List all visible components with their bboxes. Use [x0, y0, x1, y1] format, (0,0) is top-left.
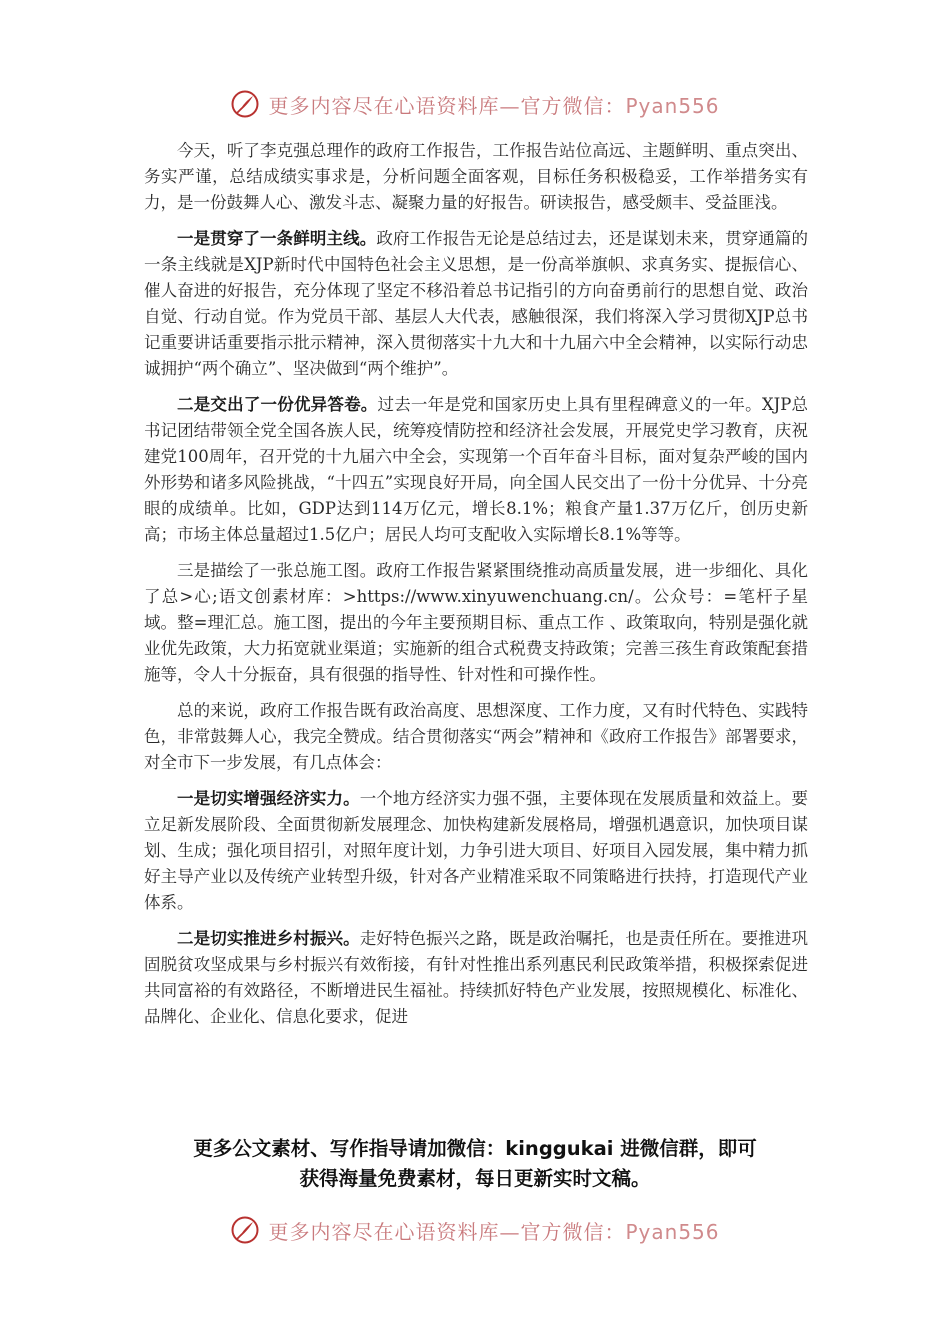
banner-text: 更多内容尽在心语资料库—官方微信：Pyan556 — [268, 1219, 720, 1244]
paragraph: 二是切实推进乡村振兴。走好特色振兴之路，既是政治嘱托，也是责任所在。要推进巩固脱贫攻坚成果与乡村振兴有效衔接，有针对性推出系列惠民利民政策举措，积极探索促进共同富裕的有效路径，不断增进民生福祉。持续抓好特色产业发展，按照规模化、标准化、品牌化、企业化、信息化要求，促进 — [144, 929, 808, 1026]
notice-line-1: 更多公文素材、写作指导请加微信：kinggukai 进微信群，即可 — [193, 1137, 757, 1160]
banner-wechat-id: Pyan556 — [625, 1219, 720, 1244]
quill-logo-icon — [230, 1215, 260, 1245]
wechat-promo-notice — [120, 1134, 830, 1194]
paragraph: 二是交出了一份优异答卷。过去一年是党和国家历史上具有里程碑意义的一年。XJP总书记团结带领全党全国各族人民，统筹疫情防控和经济社会发展，开展党史学习教育，庆祝建党100周年，召开党的十九届六中全会，实现第一个百年奋斗目标，面对复杂严峻的国内外形势和诸多风险挑战，“十四五”实现良好开局，向全国人民交出了一份十分优异、十分亮眼的成绩单。比如，GDP达到114万亿元，增长8.1%；粮食产量1.37万亿斤，创历史新高；市场主体总量超过1.5亿户；居民人均可支配收入实际增长8.1%等等。 — [144, 395, 808, 544]
document-body — [144, 138, 808, 1110]
paragraph: 一是切实增强经济实力。一个地方经济实力强不强，主要体现在发展质量和效益上。要立足新发展阶段、全面贯彻新发展理念、加快构建新发展格局，增强机遇意识，加快项目谋划、生成；强化项目招引，对照年度计划，力争引进大项目、好项目入园发展，集中精力抓好主导产业以及传统产业转型升级，针对各产业精准采取不同策略进行扶持，打造现代产业体系。 — [144, 789, 808, 912]
banner-text: 更多内容尽在心语资料库—官方微信：Pyan556 — [268, 93, 720, 118]
paragraph: 一是贯穿了一条鲜明主线。政府工作报告无论是总结过去，还是谋划未来，贯穿通篇的一条主线就是XJP新时代中国特色社会主义思想，是一份高举旗帜、求真务实、提振信心、催人奋进的好报告，充分体现了坚定不移沿着总书记指引的方向奋勇前行的思想自觉、政治自觉、行动自觉。作为党员干部、基层人大代表，感触很深，我们将深入学习贯彻XJP总书记重要讲话重要指示批示精神，深入贯彻落实十九大和十九届六中全会精神，以实际行动忠诚拥护“两个确立”、坚决做到“两个维护”。 — [144, 229, 808, 378]
header-banner — [0, 86, 950, 122]
footer-banner — [0, 1212, 950, 1248]
banner-wechat-id: Pyan556 — [625, 93, 720, 118]
paragraph: 三是描绘了一张总施工图。政府工作报告紧紧围绕推动高质量发展，进一步细化、具化了总>心;语文创素材库：>https://www.xinyuwenchuang.cn/。公众号：=笔杆子星域。整=理汇总。施工图，提出的今年主要预期目标、重点工作 、政策取向，特别是强化就业优先政策，大力拓宽就业渠道；实施新的组合式税费支持政策；完善三孩生育政策配套措施等，令人十分振奋，具有很强的指导性、针对性和可操作性。 — [144, 561, 808, 684]
quill-logo-icon — [230, 89, 260, 119]
notice-line-2: 获得海量免费素材，每日更新实时文稿。 — [299, 1167, 651, 1190]
paragraph: 总的来说，政府工作报告既有政治高度、思想深度、工作力度，又有时代特色、实践特色，非常鼓舞人心，我完全赞成。结合贯彻落实“两会”精神和《政府工作报告》部署要求，对全市下一步发展，有几点体会： — [144, 701, 808, 772]
paragraph: 今天，听了李克强总理作的政府工作报告，工作报告站位高远、主题鲜明、重点突出、务实严谨，总结成绩实事求是，分析问题全面客观，目标任务积极稳妥，工作举措务实有力，是一份鼓舞人心、激发斗志、凝聚力量的好报告。研读报告，感受颇丰、受益匪浅。 — [144, 141, 808, 212]
